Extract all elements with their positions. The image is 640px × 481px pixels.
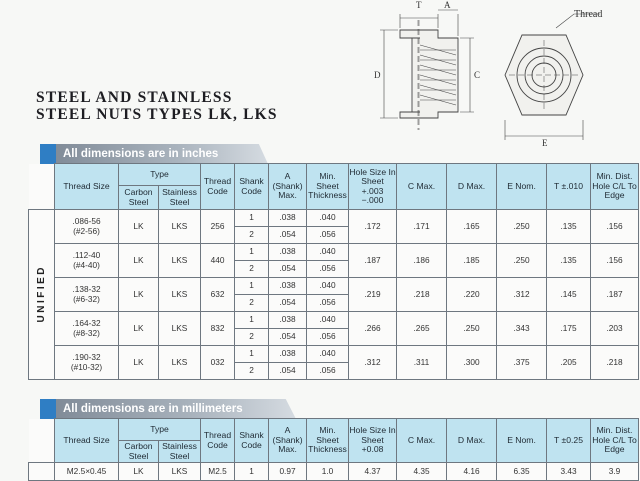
hole-size-cell: .219 [349, 278, 397, 312]
page-title-line1: STEEL AND STAINLESS [36, 89, 233, 106]
thread-size-cell: .190-32 (#10-32) [55, 346, 119, 380]
e-nom-cell: .250 [497, 210, 547, 244]
shank-code-cell: 2 [235, 227, 269, 244]
c-max-cell: .186 [397, 244, 447, 278]
shank-code-cell: 2 [235, 329, 269, 346]
thread-code-cell: 032 [201, 346, 235, 380]
hole-size-cell: 4.37 [349, 463, 397, 481]
mm-dimensions-table [28, 418, 639, 481]
nut-technical-drawing [360, 0, 640, 150]
header-d: D Max. [447, 164, 497, 210]
shank-code-cell: 1 [235, 312, 269, 329]
stainless-steel-cell: LKS [159, 278, 201, 312]
table-row [29, 278, 639, 295]
header-thread-code: Thread Code [201, 164, 235, 210]
min-sheet-cell: .056 [307, 363, 349, 380]
thread-code-cell: M2.5 [201, 463, 235, 481]
e-nom-cell: .375 [497, 346, 547, 380]
thread-code-cell: 256 [201, 210, 235, 244]
c-max-cell: 4.35 [397, 463, 447, 481]
d-max-cell: .250 [447, 312, 497, 346]
dim-label-c: C [474, 70, 481, 80]
mm-header-thread-code: Thread Code [201, 419, 235, 463]
carbon-steel-cell: LK [119, 463, 159, 481]
shank-code-cell: 1 [235, 346, 269, 363]
mm-header-c: C Max. [397, 419, 447, 463]
table-row [29, 312, 639, 329]
thread-size-cell: .086-56 (#2-56) [55, 210, 119, 244]
dim-label-e: E [542, 138, 548, 148]
e-nom-cell: 6.35 [497, 463, 547, 481]
e-nom-cell: .250 [497, 244, 547, 278]
carbon-steel-cell: LK [119, 278, 159, 312]
c-max-cell: .171 [397, 210, 447, 244]
min-dist-cell: .218 [591, 346, 639, 380]
a-max-cell: .054 [269, 295, 307, 312]
table-row [29, 210, 639, 227]
c-max-cell: .218 [397, 278, 447, 312]
hole-size-cell: .266 [349, 312, 397, 346]
header-type: Type [119, 164, 201, 186]
a-max-cell: .038 [269, 244, 307, 261]
shank-code-cell: 2 [235, 295, 269, 312]
d-max-cell: .300 [447, 346, 497, 380]
hole-size-cell: .187 [349, 244, 397, 278]
carbon-steel-cell: LK [119, 244, 159, 278]
dim-label-t: T [416, 0, 422, 10]
shank-code-cell: 1 [235, 244, 269, 261]
min-dist-cell: .156 [591, 244, 639, 278]
thread-label: Thread [574, 9, 603, 20]
mm-header-a: A (Shank) Max. [269, 419, 307, 463]
mm-header-min-sheet: Min. Sheet Thickness [307, 419, 349, 463]
min-dist-cell: .156 [591, 210, 639, 244]
table-row [29, 244, 639, 261]
d-max-cell: 4.16 [447, 463, 497, 481]
a-max-cell: .038 [269, 346, 307, 363]
a-max-cell: .054 [269, 329, 307, 346]
t-cell: .135 [547, 210, 591, 244]
c-max-cell: .311 [397, 346, 447, 380]
stainless-steel-cell: LKS [159, 312, 201, 346]
carbon-steel-cell: LK [119, 346, 159, 380]
stainless-steel-cell: LKS [159, 244, 201, 278]
side-label-cell [29, 463, 55, 481]
hole-size-cell: .172 [349, 210, 397, 244]
header-shank-code: Shank Code [235, 164, 269, 210]
min-sheet-cell: .040 [307, 244, 349, 261]
header-e: E Nom. [497, 164, 547, 210]
min-sheet-cell: .040 [307, 312, 349, 329]
header-thread-size: Thread Size [55, 164, 119, 210]
mm-section-banner: All dimensions are in millimeters [40, 399, 296, 419]
min-sheet-cell: .040 [307, 278, 349, 295]
carbon-steel-cell: LK [119, 312, 159, 346]
mm-header-stainless-steel: Stainless Steel [159, 441, 201, 463]
thread-size-cell: .138-32 (#6-32) [55, 278, 119, 312]
mm-header-t: T ±0.25 [547, 419, 591, 463]
mm-header-thread-size: Thread Size [55, 419, 119, 463]
mm-header-carbon-steel: Carbon Steel [119, 441, 159, 463]
hole-size-cell: .312 [349, 346, 397, 380]
min-sheet-cell: .056 [307, 227, 349, 244]
thread-code-cell: 832 [201, 312, 235, 346]
header-min-dist: Min. Dist. Hole C/L To Edge [591, 164, 639, 210]
stainless-steel-cell: LKS [159, 463, 201, 481]
mm-header-type: Type [119, 419, 201, 441]
c-max-cell: .265 [397, 312, 447, 346]
header-a: A (Shank) Max. [269, 164, 307, 210]
header-c: C Max. [397, 164, 447, 210]
mm-header-hole-size: Hole Size In Sheet +0.08 [349, 419, 397, 463]
a-max-cell: .038 [269, 278, 307, 295]
a-max-cell: .054 [269, 363, 307, 380]
min-sheet-cell: 1.0 [307, 463, 349, 481]
d-max-cell: .220 [447, 278, 497, 312]
inches-section-banner: All dimensions are in inches [40, 144, 268, 164]
thread-size-cell: .164-32 (#8-32) [55, 312, 119, 346]
dim-label-a: A [444, 0, 451, 10]
header-min-sheet: Min. Sheet Thickness [307, 164, 349, 210]
a-max-cell: .054 [269, 261, 307, 278]
a-max-cell: .054 [269, 227, 307, 244]
shank-code-cell: 1 [235, 210, 269, 227]
shank-code-cell: 2 [235, 261, 269, 278]
mm-header-e: E Nom. [497, 419, 547, 463]
stainless-steel-cell: LKS [159, 210, 201, 244]
header-stainless-steel: Stainless Steel [159, 186, 201, 210]
shank-code-cell: 2 [235, 363, 269, 380]
stainless-steel-cell: LKS [159, 346, 201, 380]
e-nom-cell: .312 [497, 278, 547, 312]
unified-side-label: UNIFIED [29, 210, 55, 380]
t-cell: .175 [547, 312, 591, 346]
min-sheet-cell: .040 [307, 210, 349, 227]
shank-code-cell: 1 [235, 278, 269, 295]
header-t: T ±.010 [547, 164, 591, 210]
mm-header-min-dist: Min. Dist. Hole C/L To Edge [591, 419, 639, 463]
min-dist-cell: .203 [591, 312, 639, 346]
a-max-cell: .038 [269, 312, 307, 329]
min-sheet-cell: .056 [307, 295, 349, 312]
d-max-cell: .165 [447, 210, 497, 244]
thread-size-cell: M2.5×0.45 [55, 463, 119, 481]
thread-code-cell: 632 [201, 278, 235, 312]
thread-code-cell: 440 [201, 244, 235, 278]
t-cell: .135 [547, 244, 591, 278]
d-max-cell: .185 [447, 244, 497, 278]
t-cell: .145 [547, 278, 591, 312]
dim-label-d: D [374, 70, 381, 80]
mm-header-d: D Max. [447, 419, 497, 463]
min-sheet-cell: .056 [307, 261, 349, 278]
min-dist-cell: 3.9 [591, 463, 639, 481]
table-row [29, 463, 639, 481]
thread-size-cell: .112-40 (#4-40) [55, 244, 119, 278]
inches-dimensions-table [28, 163, 639, 380]
a-max-cell: 0.97 [269, 463, 307, 481]
page-title-line2: STEEL NUTS TYPES LK, LKS [36, 106, 278, 123]
shank-code-cell: 1 [235, 463, 269, 481]
header-hole-size: Hole Size In Sheet +.003 −.000 [349, 164, 397, 210]
min-dist-cell: .187 [591, 278, 639, 312]
mm-header-shank-code: Shank Code [235, 419, 269, 463]
carbon-steel-cell: LK [119, 210, 159, 244]
table-row [29, 346, 639, 363]
a-max-cell: .038 [269, 210, 307, 227]
t-cell: 3.43 [547, 463, 591, 481]
e-nom-cell: .343 [497, 312, 547, 346]
t-cell: .205 [547, 346, 591, 380]
min-sheet-cell: .056 [307, 329, 349, 346]
header-carbon-steel: Carbon Steel [119, 186, 159, 210]
min-sheet-cell: .040 [307, 346, 349, 363]
